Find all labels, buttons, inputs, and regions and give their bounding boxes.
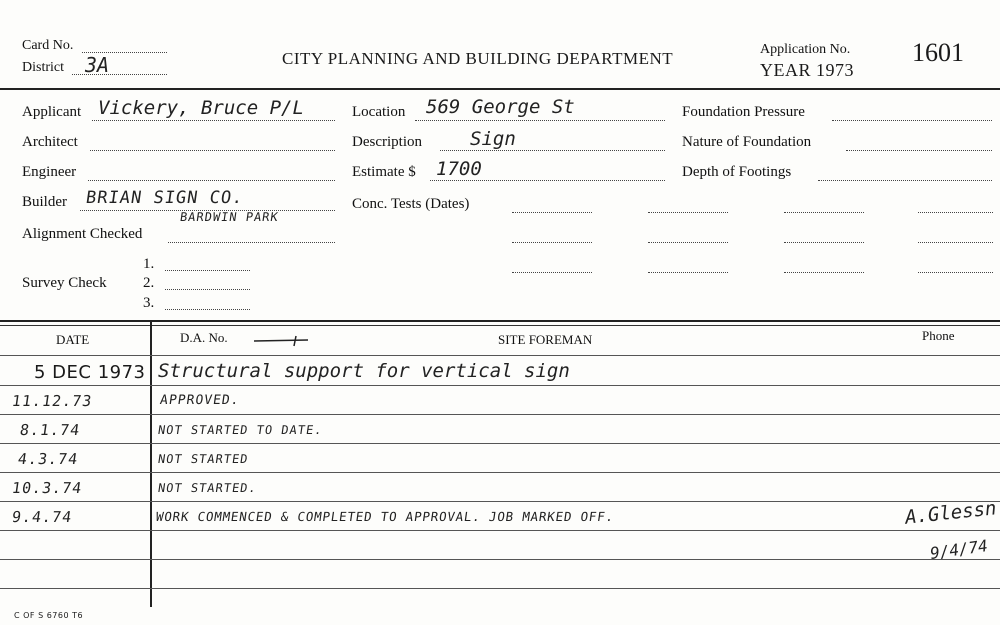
location-line (415, 120, 665, 121)
inspector-signature: A.Glessn (904, 497, 998, 529)
estimate-value: 1700 (436, 158, 482, 180)
table-row-note: APPROVED. (158, 393, 241, 408)
engineer-line (88, 180, 335, 181)
applicant-line (92, 120, 335, 121)
conc-line-6 (648, 242, 728, 243)
conc-line-4 (918, 212, 993, 213)
description-label: Description (352, 134, 422, 150)
depth-footings-line (818, 180, 992, 181)
conc-line-5 (512, 242, 592, 243)
row-rule-3 (0, 443, 1000, 444)
alignment-line (168, 242, 335, 243)
table-row-note: WORK COMMENCED & COMPLETED TO APPROVAL. JOB MARKED OFF. (154, 509, 615, 524)
table-row-note: NOT STARTED. (157, 481, 258, 495)
survey-3-line (165, 309, 250, 310)
alignment-label: Alignment Checked (22, 226, 143, 242)
date-column-divider (150, 322, 152, 607)
applicant-label: Applicant (22, 104, 82, 120)
district-label: District (22, 60, 64, 75)
card-no-label: Card No. (22, 38, 74, 53)
conc-line-3 (784, 212, 864, 213)
signature-date: 9/4/74 (928, 536, 989, 563)
estimate-label: Estimate $ (352, 164, 416, 180)
foundation-pressure-label: Foundation Pressure (682, 104, 805, 120)
table-row-date: 9.4.74 (10, 508, 74, 526)
architect-label: Architect (22, 134, 78, 150)
depth-footings-label: Depth of Footings (682, 164, 792, 180)
conc-line-11 (784, 272, 864, 273)
table-row-date: 10.3.74 (10, 479, 84, 497)
row-rule-1 (0, 385, 1000, 386)
builder-value-suburb: BARDWIN PARK (179, 210, 280, 224)
form-code: C OF S 6760 T6 (14, 611, 84, 620)
da-header: D.A. No. (180, 330, 228, 345)
row-rule-8 (0, 588, 1000, 589)
description-value: Sign (470, 128, 516, 150)
foundation-pressure-line (832, 120, 992, 121)
row-rule-0 (0, 355, 1000, 356)
department-title: CITY PLANNING AND BUILDING DEPARTMENT (282, 49, 674, 68)
builder-label: Builder (22, 194, 67, 210)
district-value: 3A (85, 53, 110, 77)
nature-foundation-line (846, 150, 992, 151)
date-header: DATE (56, 332, 90, 347)
da-dash-mark (252, 335, 312, 347)
year-label: YEAR 1973 (760, 60, 854, 80)
row-rule-4 (0, 472, 1000, 473)
conc-line-7 (784, 242, 864, 243)
survey-1-line (165, 270, 250, 271)
table-row-date: 4.3.74 (16, 450, 80, 468)
row-rule-7 (0, 559, 1000, 560)
table-row-note: NOT STARTED TO DATE. (157, 423, 324, 437)
nature-foundation-label: Nature of Foundation (682, 134, 812, 150)
engineer-label: Engineer (22, 164, 77, 180)
table-row-date: 11.12.73 (10, 392, 94, 410)
survey-1: 1. (143, 256, 155, 272)
table-row-note: NOT STARTED (157, 452, 250, 466)
architect-line (90, 150, 335, 151)
survey-2-line (165, 289, 250, 290)
row-rule-6 (0, 530, 1000, 531)
conc-line-9 (512, 272, 592, 273)
conc-line-2 (648, 212, 728, 213)
site-foreman-header: SITE FOREMAN (498, 332, 593, 347)
location-value: 569 George St (426, 96, 575, 118)
survey-2: 2. (143, 275, 155, 291)
conc-tests-label: Conc. Tests (Dates) (352, 196, 470, 212)
location-label: Location (352, 104, 406, 120)
estimate-line (430, 180, 665, 181)
builder-value: BRIAN SIGN CO. (84, 188, 245, 208)
conc-line-10 (648, 272, 728, 273)
application-number: 1601 (912, 38, 964, 67)
table-row-date: 8.1.74 (18, 421, 82, 439)
row-rule-5 (0, 501, 1000, 502)
header-divider (0, 88, 1000, 90)
conc-line-12 (918, 272, 993, 273)
conc-line-8 (918, 242, 993, 243)
table-row-note: Structural support for vertical sign (158, 360, 570, 382)
survey-3: 3. (143, 295, 155, 311)
applicant-value: Vickery, Bruce P/L (98, 97, 304, 119)
description-line (440, 150, 665, 151)
survey-label: Survey Check (22, 275, 107, 291)
phone-header: Phone (922, 328, 955, 343)
application-no-label: Application No. (760, 42, 851, 57)
table-row-date: 5 DEC 1973 (34, 362, 146, 383)
row-rule-2 (0, 414, 1000, 415)
conc-line-1 (512, 212, 592, 213)
